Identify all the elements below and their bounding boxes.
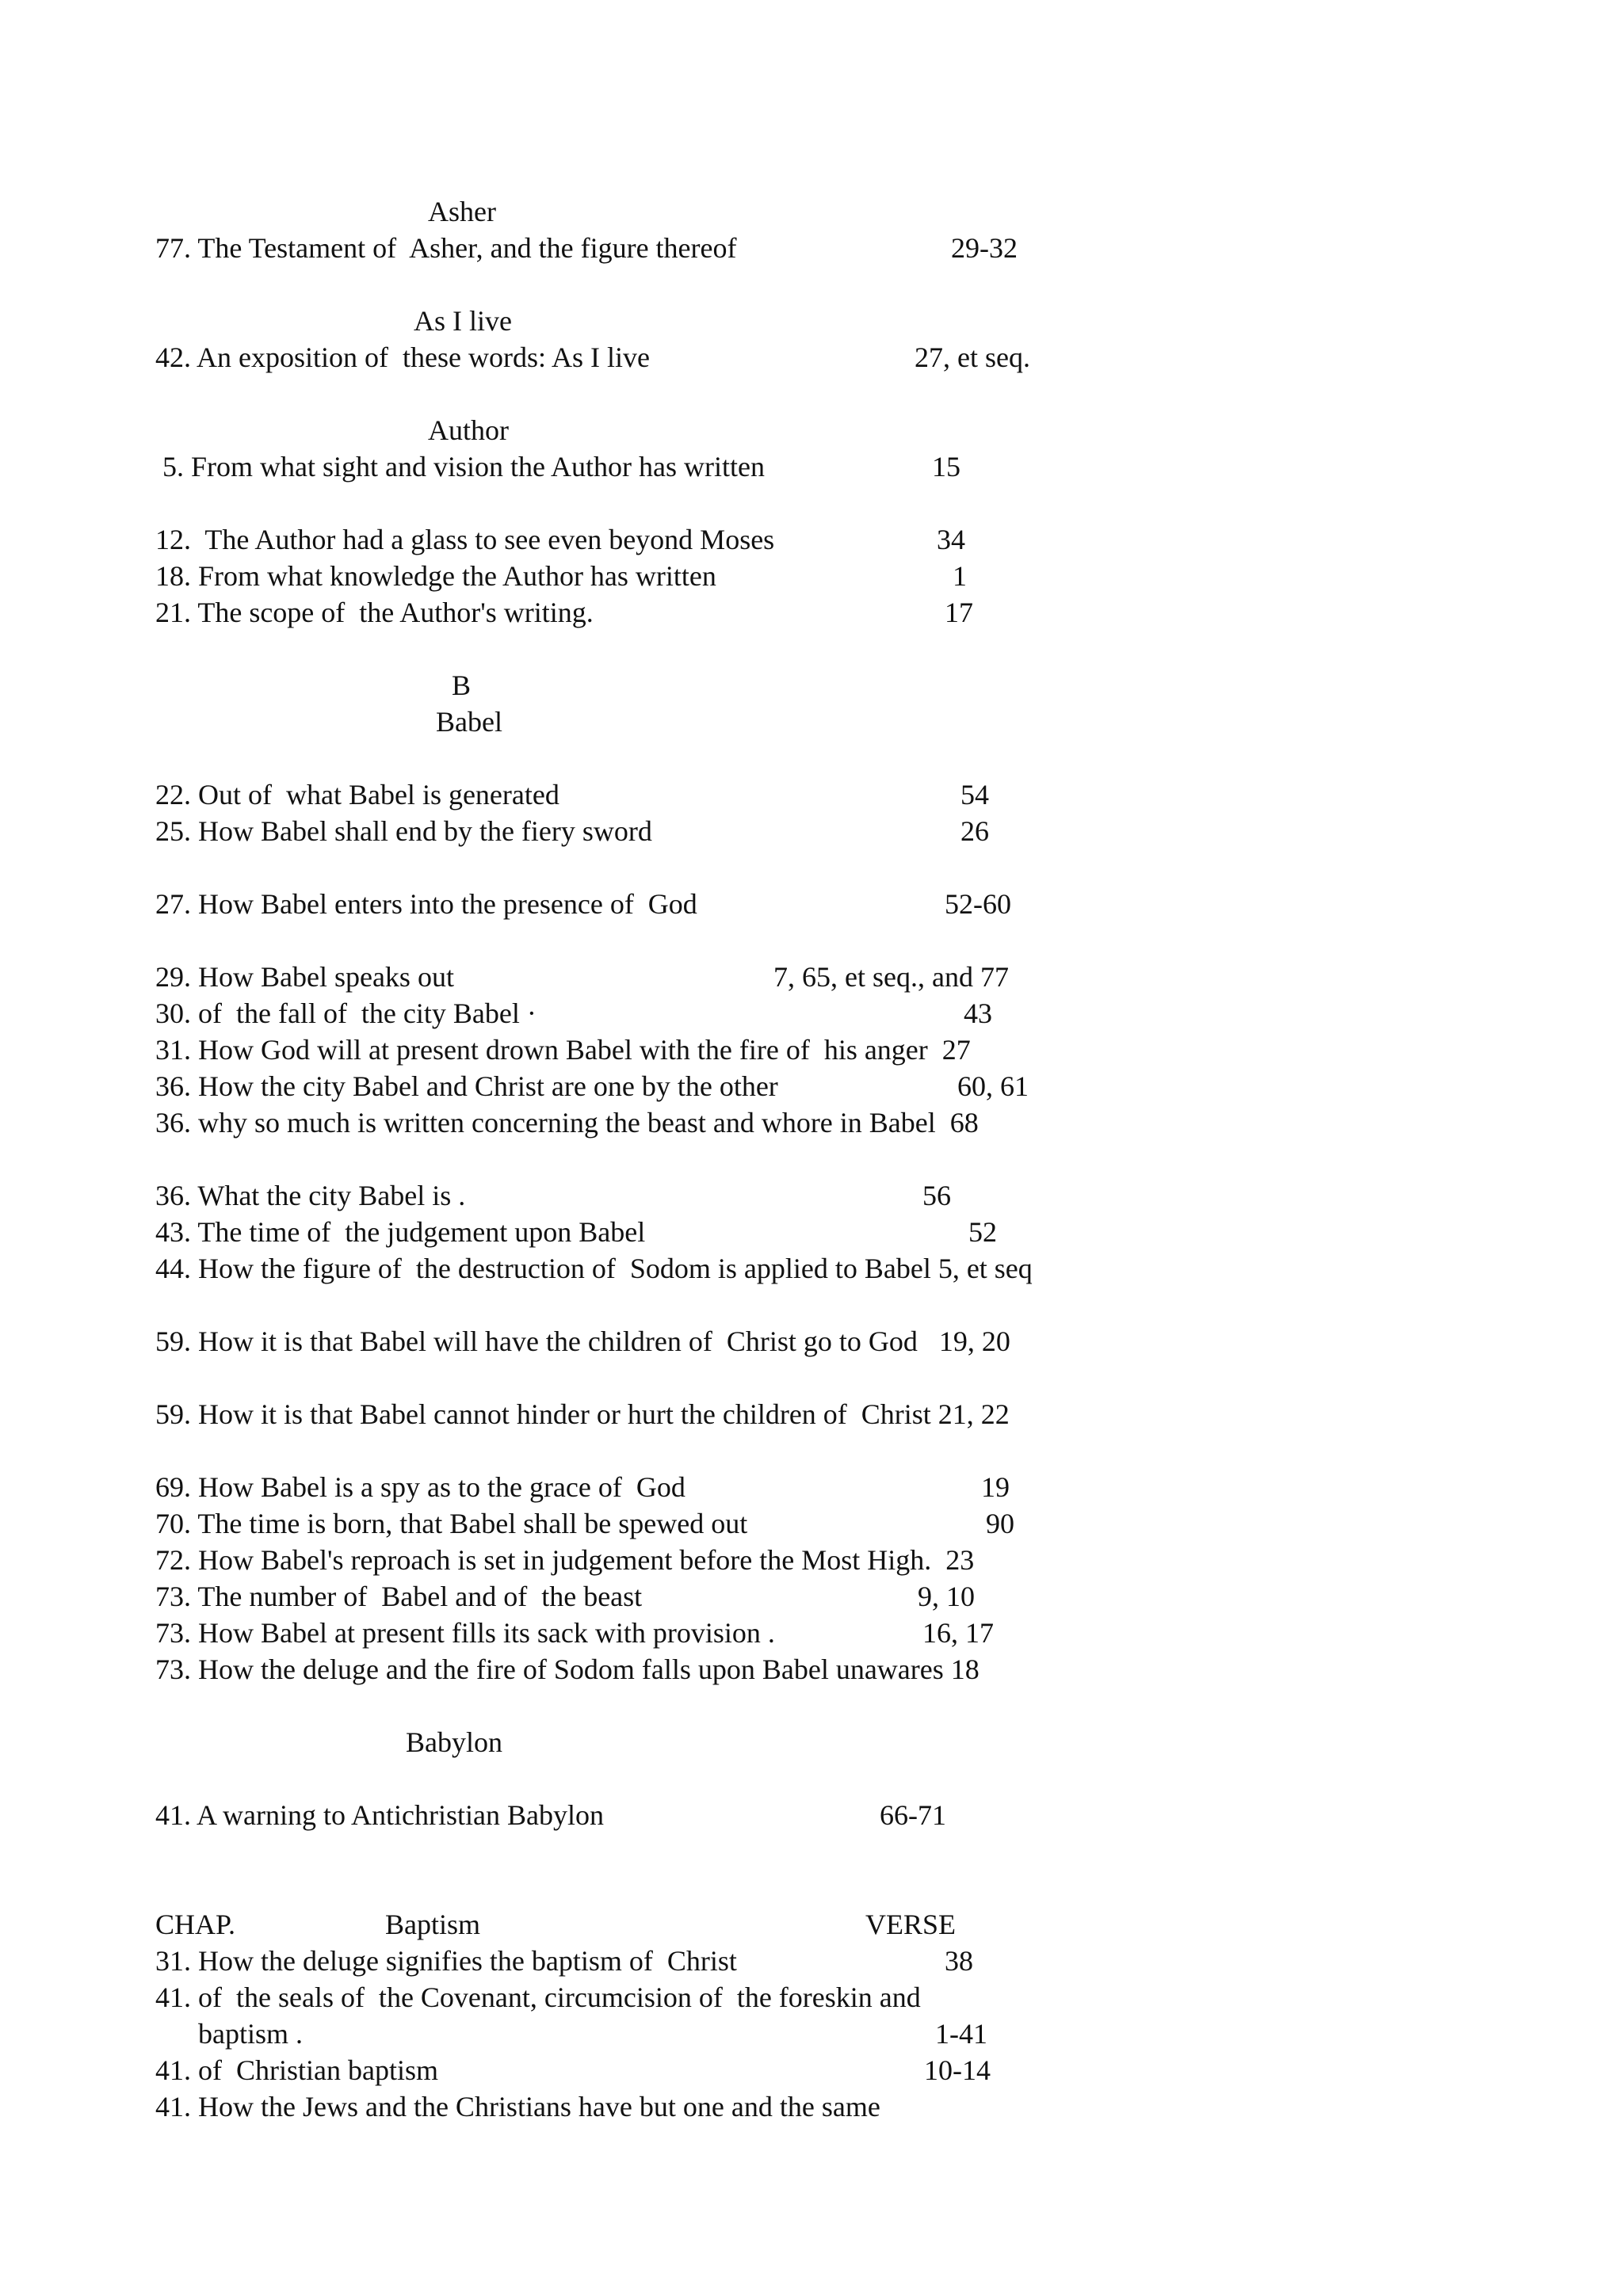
index-entry-text: 41. of the seals of the Covenant, circumcision of the foreskin and (155, 1981, 921, 2013)
index-entry-text: 41. A warning to Antichristian Babylon (155, 1799, 604, 1831)
index-entry-text: 42. An exposition of these words: As I live (155, 341, 650, 373)
section-heading-author: Author (428, 414, 509, 446)
index-entry-text: 36. What the city Babel is . (155, 1180, 466, 1211)
index-entry-page: 1-41 (935, 2018, 987, 2050)
index-entry-page: 60, 61 (957, 1070, 1029, 1102)
index-entry-page: 9, 10 (918, 1581, 975, 1612)
index-entry-text: 30. of the fall of the city Babel · (155, 997, 537, 1029)
index-entry-text: 21. The scope of the Author's writing. (155, 597, 594, 628)
index-entry-text: 22. Out of what Babel is generated (155, 779, 559, 810)
index-entry-text: 59. How it is that Babel will have the children of Christ go to God 19, 20 (155, 1325, 1010, 1357)
section-letter-b: B (452, 669, 472, 701)
index-entry-page: 26 (960, 815, 989, 847)
index-entry-text: 18. From what knowledge the Author has written (155, 560, 716, 592)
index-entry-page: 90 (986, 1508, 1014, 1539)
index-entry-text: 12. The Author had a glass to see even beyond Moses (155, 524, 775, 555)
index-entry-text: 73. The number of Babel and of the beast (155, 1581, 643, 1612)
index-entry-text: 36. why so much is written concerning the beast and whore in Babel 68 (155, 1107, 979, 1138)
index-entry-page: 7, 65, et seq., and 77 (773, 961, 1009, 993)
index-entry-page: 34 (937, 524, 965, 555)
index-entry-page: 15 (932, 451, 960, 482)
index-entry-text: 41. How the Jews and the Christians have but one and the same (155, 2091, 880, 2122)
index-entry-page: 54 (960, 779, 989, 810)
index-entry-text: 36. How the city Babel and Christ are one by the other (155, 1070, 778, 1102)
column-label-verse: VERSE (865, 1909, 957, 1940)
index-entry-page: 52 (968, 1216, 997, 1248)
index-entry-text: 31. How God will at present drown Babel with the fire of his anger 27 (155, 1034, 971, 1066)
index-entry-text: 59. How it is that Babel cannot hinder or hurt the children of Christ 21, 22 (155, 1398, 1010, 1430)
column-label-chap: CHAP. (155, 1909, 236, 1940)
index-entry-text: 73. How the deluge and the fire of Sodom falls upon Babel unawares 18 (155, 1653, 980, 1685)
index-entry-text: 44. How the figure of the destruction of Sodom is applied to Babel 5, et seq (155, 1253, 1033, 1284)
index-entry-text: 69. How Babel is a spy as to the grace of God (155, 1471, 685, 1503)
index-entry-page: 19 (981, 1471, 1010, 1503)
section-heading-as-i-live: As I live (414, 305, 512, 337)
index-entry-page: 10-14 (924, 2054, 991, 2086)
index-entry-text: baptism . (155, 2018, 303, 2050)
index-entry-page: 1 (953, 560, 967, 592)
index-entry-page: 27, et seq. (915, 341, 1030, 373)
index-entry-text: 31. How the deluge signifies the baptism of Christ (155, 1945, 737, 1977)
index-entry-page: 52-60 (945, 888, 1011, 920)
index-entry-text: 25. How Babel shall end by the fiery sword (155, 815, 652, 847)
index-entry-text: 41. of Christian baptism (155, 2054, 438, 2086)
index-entry-text: 72. How Babel's reproach is set in judgement before the Most High. 23 (155, 1544, 975, 1576)
index-entry-text: 73. How Babel at present fills its sack with provision . (155, 1617, 775, 1649)
index-entry-text: 29. How Babel speaks out (155, 961, 454, 993)
section-heading-asher: Asher (428, 196, 496, 227)
index-entry-page: 38 (945, 1945, 973, 1977)
index-entry-page: 29-32 (951, 232, 1018, 264)
section-heading-babel: Babel (436, 706, 502, 738)
index-entry-page: 16, 17 (922, 1617, 994, 1649)
index-entry-page: 17 (945, 597, 973, 628)
index-entry-page: 66-71 (880, 1799, 946, 1831)
index-entry-page: 56 (922, 1180, 951, 1211)
index-entry-text: 27. How Babel enters into the presence of God (155, 888, 697, 920)
section-heading-babylon: Babylon (406, 1726, 502, 1758)
index-entry-text: 43. The time of the judgement upon Babel (155, 1216, 646, 1248)
index-entry-text: 5. From what sight and vision the Author has written (155, 451, 765, 482)
index-entry-page: 43 (964, 997, 992, 1029)
section-heading-baptism: Baptism (385, 1909, 481, 1940)
index-entry-text: 70. The time is born, that Babel shall be spewed out (155, 1508, 748, 1539)
index-entry-text: 77. The Testament of Asher, and the figure thereof (155, 232, 737, 264)
